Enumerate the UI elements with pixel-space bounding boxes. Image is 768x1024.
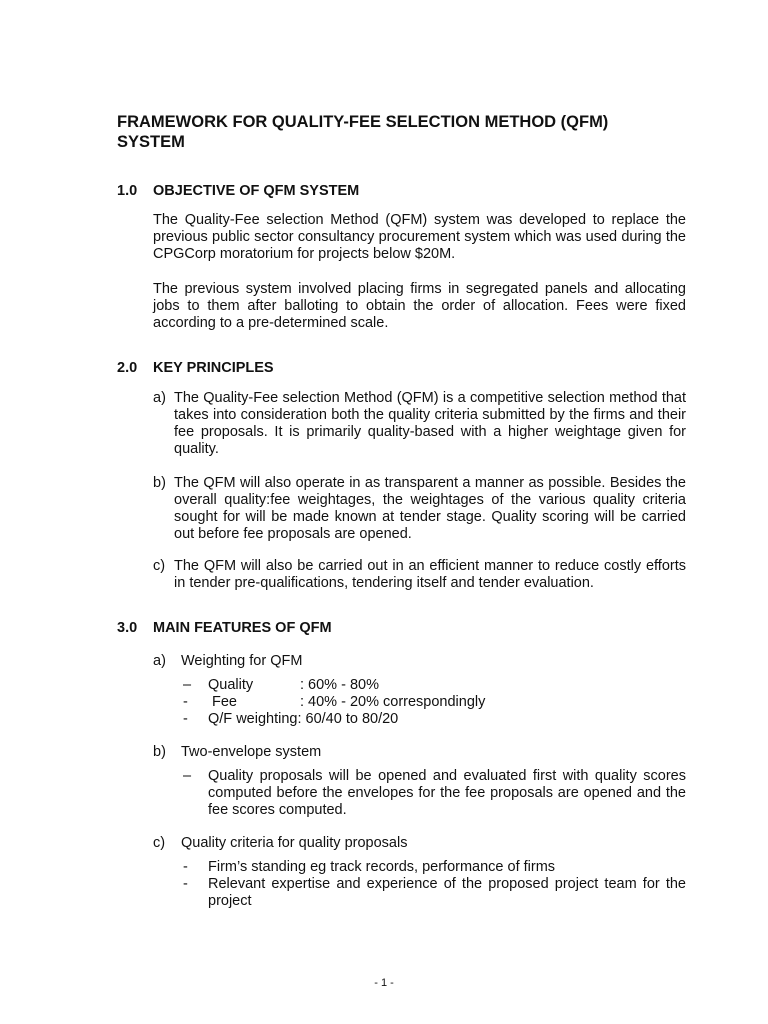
section-heading-1 xyxy=(117,183,617,200)
item-text: The Quality-Fee selection Method (QFM) is a competitive selection method that takes into consideration both the quality criteria submitted by the firms and their fee proposals. It is primarily quality-based with a higher weightage given for quality. xyxy=(174,390,686,457)
section-number: 2.0 xyxy=(117,360,138,376)
list-item xyxy=(153,744,653,761)
document-title: FRAMEWORK FOR QUALITY-FEE SELECTION METHOD (QFM) SYSTEM xyxy=(117,113,609,151)
item-text: Quality criteria for quality proposals xyxy=(181,835,408,851)
section-number: 3.0 xyxy=(117,620,138,636)
item-text: The QFM will also be carried out in an efficient manner to reduce costly efforts in tender pre-qualifications, tendering itself and tender evaluation. xyxy=(174,558,686,591)
weighting-value: : 60% - 80% xyxy=(300,677,379,693)
dash-bullet: - xyxy=(183,711,188,727)
dash-bullet: - xyxy=(183,876,188,892)
paragraph: The previous system involved placing firms in segregated panels and allocating jobs to them after balloting to obtain the order of allocation. Fees were fixed according to a pre-determined scale. xyxy=(153,281,686,331)
item-text: Weighting for QFM xyxy=(181,653,303,669)
item-text: Two-envelope system xyxy=(181,744,322,760)
bullet-text: Firm’s standing eg track records, performance of firms xyxy=(208,859,556,875)
dash-bullet: – xyxy=(183,677,192,693)
item-label: b) xyxy=(153,475,166,491)
list-item xyxy=(153,475,686,543)
item-text: The QFM will also operate in as transparent a manner as possible. Besides the overall quality:fee weightages, the weightages of the various quality criteria sought for will be made known at tender stage. Quality scoring will be carried out before fee proposals are opened. xyxy=(174,475,686,542)
dash-bullet: - xyxy=(183,859,188,875)
section-heading-2 xyxy=(117,360,617,377)
list-item xyxy=(153,835,653,852)
bullet-item xyxy=(183,876,686,910)
bullet-text: Quality proposals will be opened and evaluated first with quality scores computed before the envelopes for the fee proposals are opened and the fee scores computed. xyxy=(208,768,686,818)
bullet-item xyxy=(183,768,686,819)
bullet-item xyxy=(183,859,686,876)
item-label: c) xyxy=(153,558,166,574)
weighting-row xyxy=(183,694,603,711)
section-title: OBJECTIVE OF QFM SYSTEM xyxy=(153,183,360,199)
dash-bullet: – xyxy=(183,768,192,784)
bullet-text: Relevant expertise and experience of the proposed project team for the project xyxy=(208,876,686,909)
weighting-value: : 40% - 20% correspondingly xyxy=(300,694,486,710)
section-number: 1.0 xyxy=(117,183,138,199)
weighting-row xyxy=(183,711,603,728)
weighting-key: Quality xyxy=(208,677,254,693)
weighting-key: Q/F weighting: 60/40 to 80/20 xyxy=(208,711,399,727)
item-label: b) xyxy=(153,744,166,760)
item-label: a) xyxy=(153,653,166,669)
section-heading-3 xyxy=(117,620,617,637)
list-item xyxy=(153,558,686,592)
weighting-key: Fee xyxy=(212,694,237,710)
list-item xyxy=(153,390,686,458)
paragraph: The Quality-Fee selection Method (QFM) system was developed to replace the previous public sector consultancy procurement system which was used during the CPGCorp moratorium for projects below $20M. xyxy=(153,212,686,262)
section-title: KEY PRINCIPLES xyxy=(153,360,274,376)
weighting-row xyxy=(183,677,603,694)
section-title: MAIN FEATURES OF QFM xyxy=(153,620,332,636)
dash-bullet: - xyxy=(183,694,188,710)
item-label: c) xyxy=(153,835,166,851)
item-label: a) xyxy=(153,390,166,406)
page-number: - 1 - xyxy=(374,977,394,989)
list-item xyxy=(153,653,653,670)
